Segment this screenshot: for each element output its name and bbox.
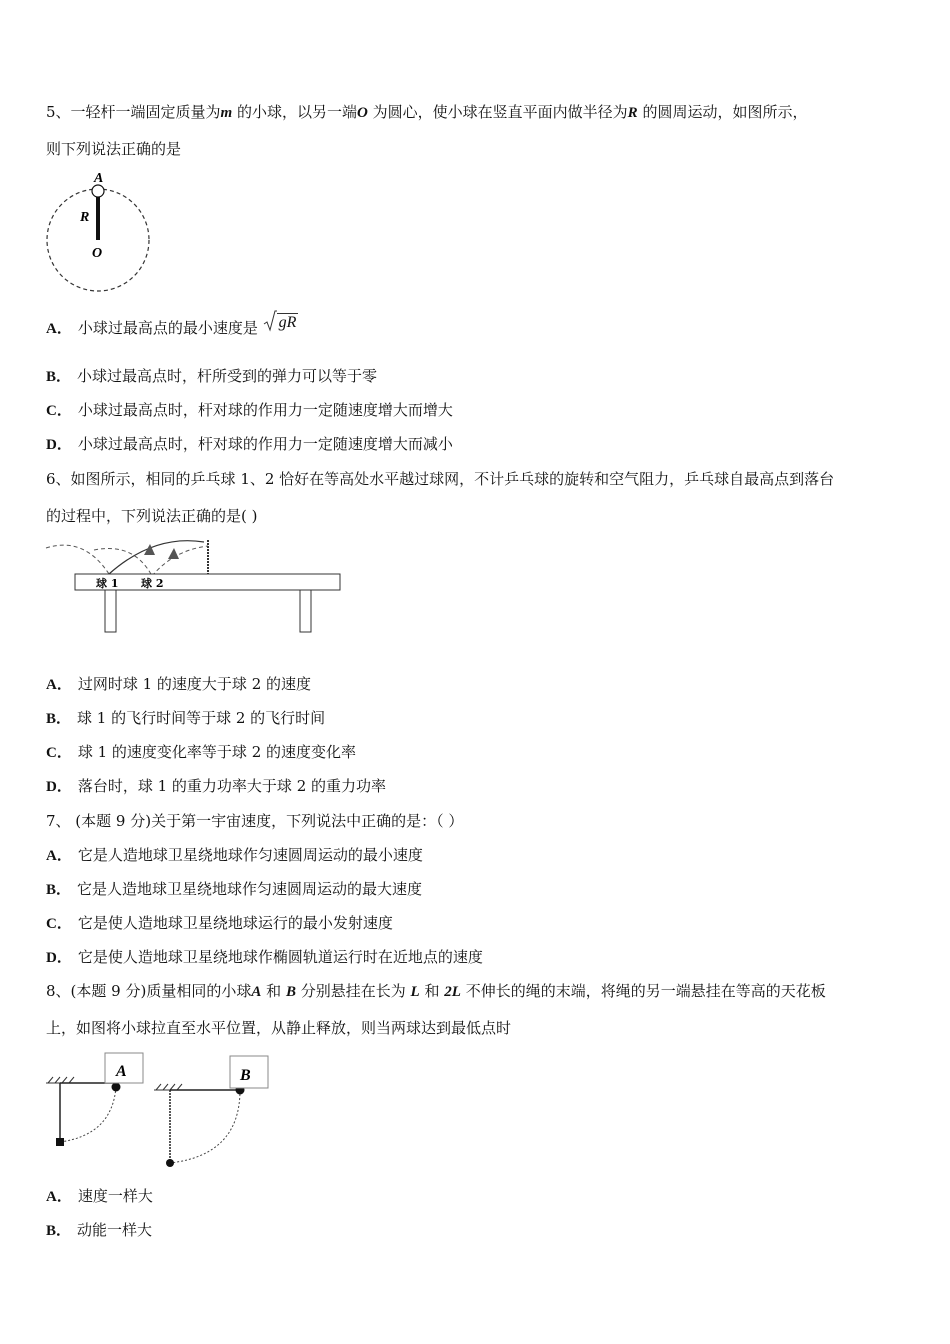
q5-circle-figure xyxy=(44,168,154,294)
q6-arrow2-icon xyxy=(168,548,179,559)
q5-var-m: m xyxy=(220,105,233,121)
q6-ball1-path-right xyxy=(109,541,204,574)
arc-a xyxy=(60,1087,116,1142)
q5-stem-line2: 则下列说法正确的是 xyxy=(46,140,182,158)
q6-label-ball2: 球 2 xyxy=(141,577,164,590)
option-text: 速度一样大 xyxy=(77,1187,153,1205)
option-text: 球 1 的飞行时间等于球 2 的飞行时间 xyxy=(77,709,326,727)
q5-option-a[interactable] xyxy=(46,314,297,339)
q6-ball1-path-left xyxy=(46,545,109,574)
q5-stem-line1 xyxy=(46,102,807,123)
option-letter: A． xyxy=(46,321,72,337)
q5-stem-text-3: 为圆心，使小球在竖直平面内做半径为 xyxy=(372,103,628,121)
option-letter: A． xyxy=(46,1189,72,1205)
option-text: 小球过最高点时，杆对球的作用力一定随速度增大而增大 xyxy=(77,401,453,419)
q8-stem-text-2: 分别悬挂在长为 xyxy=(300,982,406,1000)
option-letter: D． xyxy=(46,779,72,795)
q8-stem-text-3: 不伸长的绳的末端，将绳的另一端悬挂在等高的天花板 xyxy=(465,982,826,1000)
sqrt-expression xyxy=(265,314,297,339)
option-letter: C． xyxy=(46,916,72,932)
q8-var-a: A xyxy=(251,984,262,1000)
q5-label-r: R xyxy=(80,210,90,225)
option-text: 过网时球 1 的速度大于球 2 的速度 xyxy=(77,675,312,693)
q8-pendulum-a xyxy=(46,1053,143,1146)
q7-option-c[interactable] xyxy=(46,913,393,934)
option-letter: B． xyxy=(46,1223,72,1239)
q5-option-d[interactable] xyxy=(46,434,453,455)
q8-stem-line1 xyxy=(46,981,826,1002)
option-letter: B． xyxy=(46,369,72,385)
option-text: 它是使人造地球卫星绕地球作椭圆轨道运行时在近地点的速度 xyxy=(77,948,483,966)
ball-b-bottom xyxy=(166,1159,174,1167)
q8-option-a[interactable] xyxy=(46,1186,153,1207)
q8-label-b: B xyxy=(240,1067,251,1084)
q8-pendulum-figure xyxy=(44,1050,276,1170)
q6-ball2-path-right xyxy=(152,546,208,576)
q8-stem-and-1: 和 xyxy=(266,982,282,1000)
q7-option-a[interactable] xyxy=(46,845,423,866)
sqrt-radicand: gR xyxy=(278,314,297,331)
q8-stem-text-1: 8、(本题 9 分)质量相同的小球 xyxy=(46,982,252,1000)
ceiling-hatch-a xyxy=(48,1077,74,1083)
ball-a-bottom xyxy=(56,1138,64,1146)
ball-a-start xyxy=(112,1083,121,1092)
q5-option-c[interactable] xyxy=(46,400,453,421)
q8-stem-line2: 上，如图将小球拉直至水平位置，从静止释放，则当两球达到最低点时 xyxy=(46,1019,512,1037)
option-text: 球 1 的速度变化率等于球 2 的速度变化率 xyxy=(77,743,357,761)
q6-table-leg-left xyxy=(105,590,116,632)
q6-table-leg-right xyxy=(300,590,311,632)
q7-option-b[interactable] xyxy=(46,879,422,900)
q6-label-ball1: 球 1 xyxy=(96,577,119,590)
option-letter: B． xyxy=(46,882,72,898)
arc-b xyxy=(170,1090,240,1163)
q5-var-o: O xyxy=(357,105,368,121)
option-text: 它是人造地球卫星绕地球作匀速圆周运动的最小速度 xyxy=(77,846,423,864)
option-text: 它是人造地球卫星绕地球作匀速圆周运动的最大速度 xyxy=(77,880,423,898)
q5-stem-text-2: 的小球，以另一端 xyxy=(237,103,358,121)
option-text: 动能一样大 xyxy=(77,1221,153,1239)
q7-option-d[interactable] xyxy=(46,947,483,968)
sqrt-sign-icon xyxy=(263,310,277,334)
q5-ball xyxy=(92,185,104,197)
option-letter: B． xyxy=(46,711,72,727)
option-letter: A． xyxy=(46,848,72,864)
q6-option-a[interactable] xyxy=(46,674,311,695)
q8-var-b: B xyxy=(285,984,296,1000)
q5-option-b[interactable] xyxy=(46,366,377,387)
q5-stem-text-1: 5、一轻杆一端固定质量为 xyxy=(46,103,221,121)
option-letter: D． xyxy=(46,950,72,966)
q5-stem-text-4: 的圆周运动，如图所示， xyxy=(642,103,808,121)
option-text: 落台时，球 1 的重力功率大于球 2 的重力功率 xyxy=(77,777,387,795)
option-letter: C． xyxy=(46,403,72,419)
q7-stem: 7、 (本题 9 分)关于第一宇宙速度，下列说法中正确的是：（ ） xyxy=(46,812,464,830)
option-text: 它是使人造地球卫星绕地球运行的最小发射速度 xyxy=(77,914,393,932)
q6-option-c[interactable] xyxy=(46,742,356,763)
q6-option-d[interactable] xyxy=(46,776,386,797)
option-letter: D． xyxy=(46,437,72,453)
q8-var-2l: 2L xyxy=(444,984,461,1000)
q5-label-o: O xyxy=(92,246,103,261)
option-letter: C． xyxy=(46,745,72,761)
option-text: 小球过最高点的最小速度是 xyxy=(77,319,258,337)
q5-label-a: A xyxy=(94,171,104,186)
q8-stem-and-2: 和 xyxy=(424,982,440,1000)
q8-option-b[interactable] xyxy=(46,1220,152,1241)
option-text: 小球过最高点时，杆所受到的弹力可以等于零 xyxy=(77,367,378,385)
q8-var-l: L xyxy=(410,984,420,1000)
q6-option-b[interactable] xyxy=(46,708,325,729)
q8-label-a: A xyxy=(116,1063,127,1080)
q6-stem-line2: 的过程中，下列说法正确的是( ) xyxy=(46,507,258,525)
q6-stem-line1: 6、如图所示，相同的乒乓球 1、2 恰好在等高处水平越过球网，不计乒乓球的旋转和空气阻力，乒乓球自最高点到落台 xyxy=(46,470,835,488)
option-text: 小球过最高点时，杆对球的作用力一定随速度增大而减小 xyxy=(77,435,453,453)
q8-pendulum-b xyxy=(154,1056,268,1167)
option-letter: A． xyxy=(46,677,72,693)
q6-table-figure xyxy=(44,536,349,636)
q5-var-r: R xyxy=(627,105,638,121)
ceiling-hatch-b xyxy=(156,1084,182,1090)
